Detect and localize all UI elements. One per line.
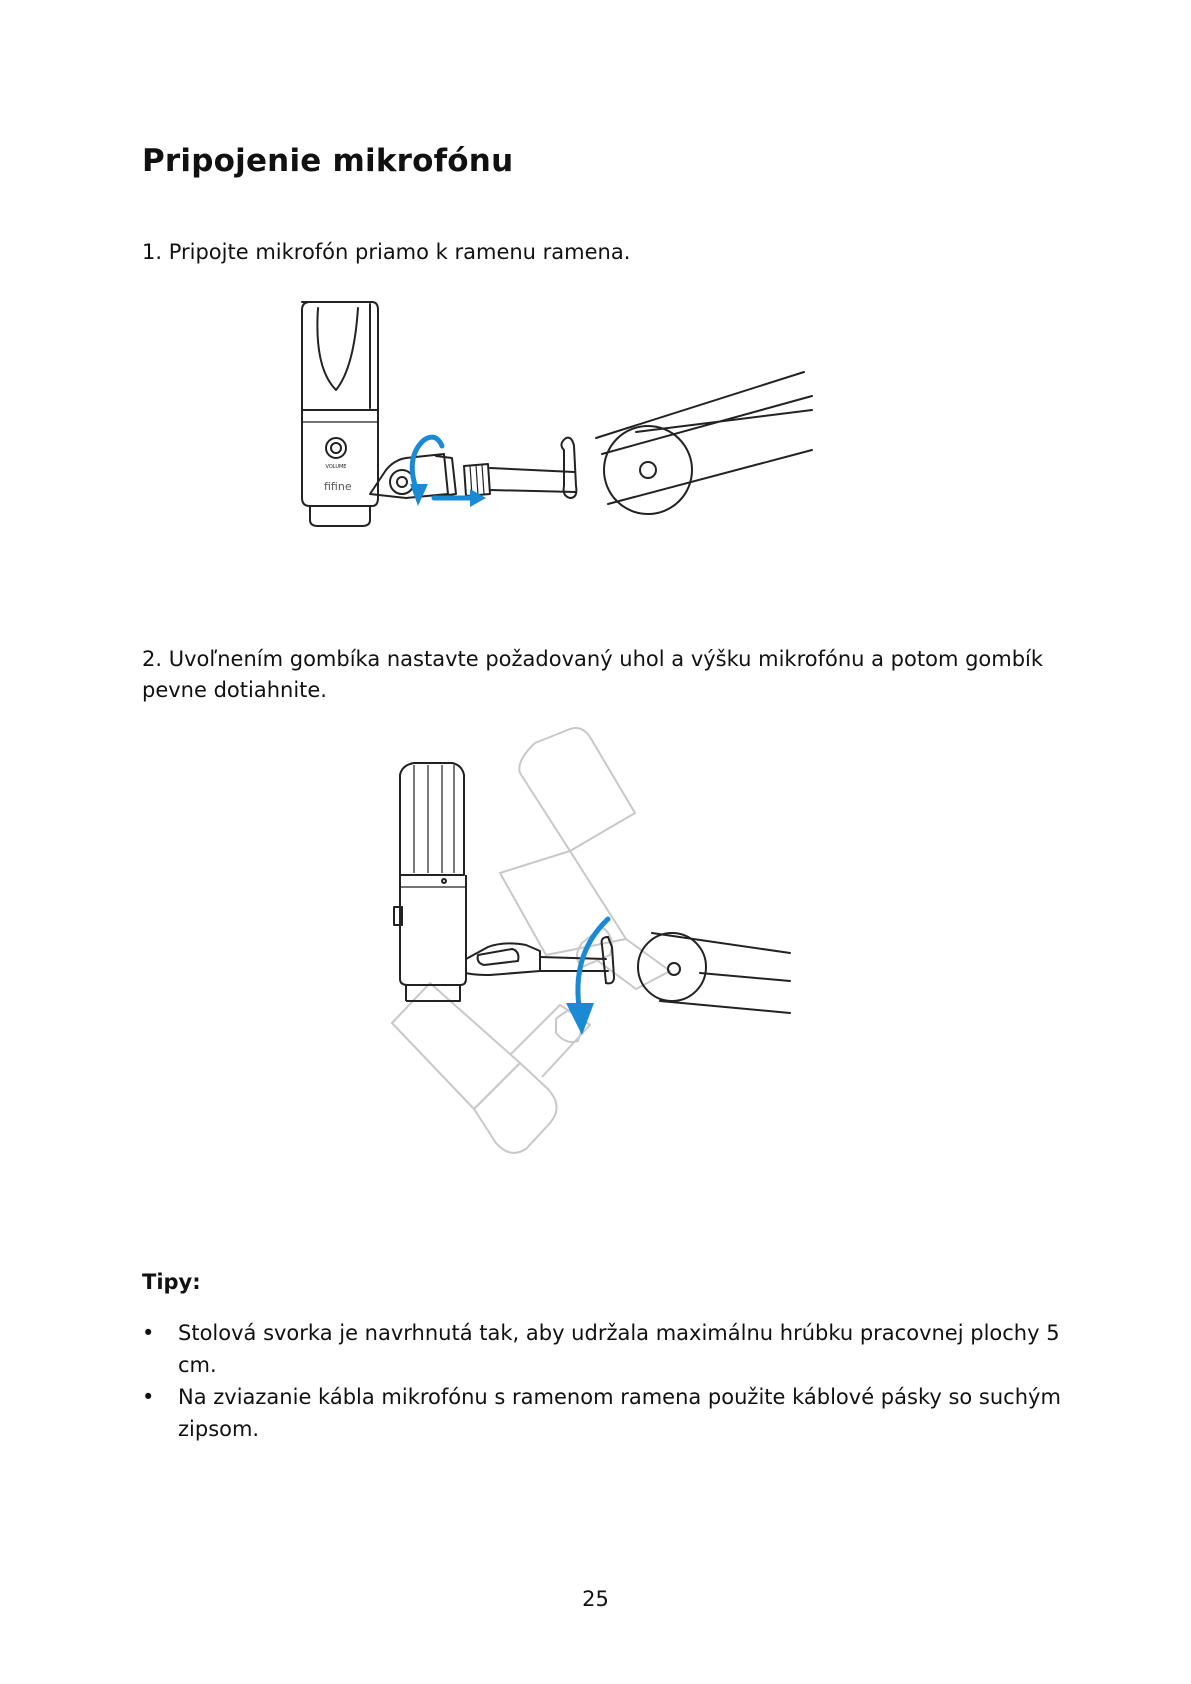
mic-grille-shade xyxy=(317,308,358,390)
brand-logo: fifine xyxy=(324,480,352,493)
bullet-icon: • xyxy=(142,1385,155,1409)
tip-text: Na zviazanie kábla mikrofónu s ramenom ramena použite káblové pásky so suchým zipsom. xyxy=(178,1385,1061,1441)
step-2-text: 2. Uvoľnením gombíka nastavte požadovaný uhol a výšku mikrofónu a potom gombík pevne dotiahnite. xyxy=(142,647,1044,702)
figure-mic-attach xyxy=(296,298,880,543)
main-mic xyxy=(394,763,540,1001)
page-number: 25 xyxy=(582,1587,609,1611)
volume-label: VOLUME xyxy=(325,464,347,470)
tip-text: Stolová svorka je navrhnutá tak, aby udržala maximálnu hrúbku pracovnej plochy 5 cm. xyxy=(178,1321,1060,1377)
boom-arm xyxy=(596,372,812,504)
tip-item xyxy=(142,1381,1072,1445)
volume-knob xyxy=(326,438,346,458)
tips-heading: Tipy: xyxy=(142,1270,201,1294)
mic-grille xyxy=(302,302,378,410)
bullet-icon: • xyxy=(142,1321,155,1345)
tip-item xyxy=(142,1317,1072,1381)
page-title: Pripojenie mikrofónu xyxy=(142,143,514,179)
tips-list xyxy=(142,1317,1072,1445)
cable-clip xyxy=(561,438,576,498)
step-1-text: 1. Pripojte mikrofón priamo k ramenu ramena. xyxy=(142,240,631,264)
adjust-arrowhead-icon xyxy=(566,1003,594,1035)
rotate-arrowhead-icon xyxy=(410,484,428,506)
figure-mic-adjust xyxy=(370,723,820,1198)
ghost-mic-lower xyxy=(392,983,590,1153)
